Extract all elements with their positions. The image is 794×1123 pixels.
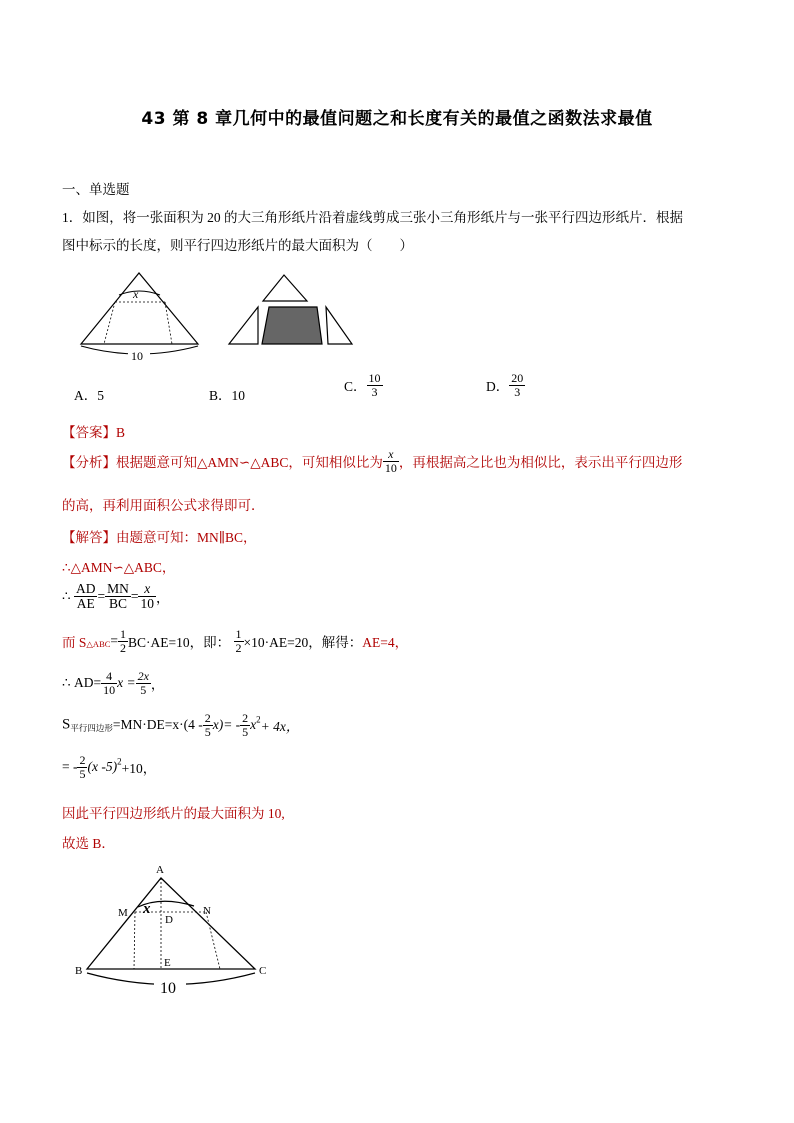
question-line-1: 1．如图，将一张面积为 20 的大三角形纸片沿着虚线剪成三张小三角形纸片与一张平行四边形纸片．根据 <box>62 210 683 225</box>
page-title: 43 第 8 章几何中的最值问题之和长度有关的最值之函数法求最值 <box>141 109 653 129</box>
point-n-label: N <box>203 905 211 917</box>
triangle-with-cut-lines <box>81 273 198 363</box>
option-c: C． $\frac{10}{3}$ <box>344 371 381 399</box>
section-heading: 一、单选题 <box>62 182 130 197</box>
option-a: A．5 <box>74 388 104 403</box>
solution-line-7: = - $\frac{2}{5}$ (x -5)$^2$+10， <box>62 753 157 781</box>
solution-line-6: $S_{平行四边形}=MN\cdot DE=x\cdot(4$ - $\frac{2}{5}$ x)= - $\frac{2}{5}$ $x^2+ 4x$， <box>62 711 300 739</box>
point-d-label: D <box>165 914 173 926</box>
point-a-label: A <box>156 864 164 876</box>
fig2-x-label: x <box>143 901 151 917</box>
solution-line-3: ∴ $\frac{AD}{AE}$ = $\frac{MN}{BC}$ = $\frac{x}{10}$ ， <box>62 581 170 612</box>
question-figure <box>76 270 366 365</box>
question-line-2: 图中标示的长度，则平行四边形纸片的最大面积为（ ） <box>62 238 413 253</box>
cut-pieces <box>229 275 352 344</box>
point-c-label: C <box>259 965 267 977</box>
analysis-line-1: 【分析】根据题意可知△AMN∽△ABC，可知相似比为 $\frac{x}{10}$ ，再根据高之比也为相似比，表示出平行四边形 <box>62 447 683 475</box>
solution-line-4: 而 $S_{\triangle ABC}=$ $\frac{1}{2}$ BC·AE=10，即： $\frac{1}{2}$ ×10·AE=20，解得：AE=4， <box>62 627 409 655</box>
solution-line-2: ∴△AMN∽△ABC， <box>62 560 176 575</box>
option-d: D． $\frac{20}{3}$ <box>486 371 524 399</box>
fig2-base-label: 10 <box>160 980 176 997</box>
point-e-label: E <box>164 957 171 969</box>
solution-line-8: 因此平行四边形纸片的最大面积为 10, <box>62 806 285 821</box>
point-b-label: B <box>75 965 83 977</box>
solution-figure <box>70 862 280 1002</box>
solution-line-1: 【解答】由题意可知：MN∥BC， <box>62 530 257 545</box>
point-m-label: M <box>118 907 128 919</box>
answer: 【答案】B <box>62 425 126 440</box>
solution-line-5: ∴ AD= $\frac{4}{10}$ x = $\frac{2x}{5}$ ， <box>62 669 165 697</box>
fig-x-label: x <box>133 287 139 301</box>
solution-line-9: 故选 B． <box>62 836 115 851</box>
option-b: B．10 <box>209 388 246 403</box>
analysis-line-2: 的高，再利用面积公式求得即可． <box>62 498 265 513</box>
fig-base-label: 10 <box>131 349 143 363</box>
